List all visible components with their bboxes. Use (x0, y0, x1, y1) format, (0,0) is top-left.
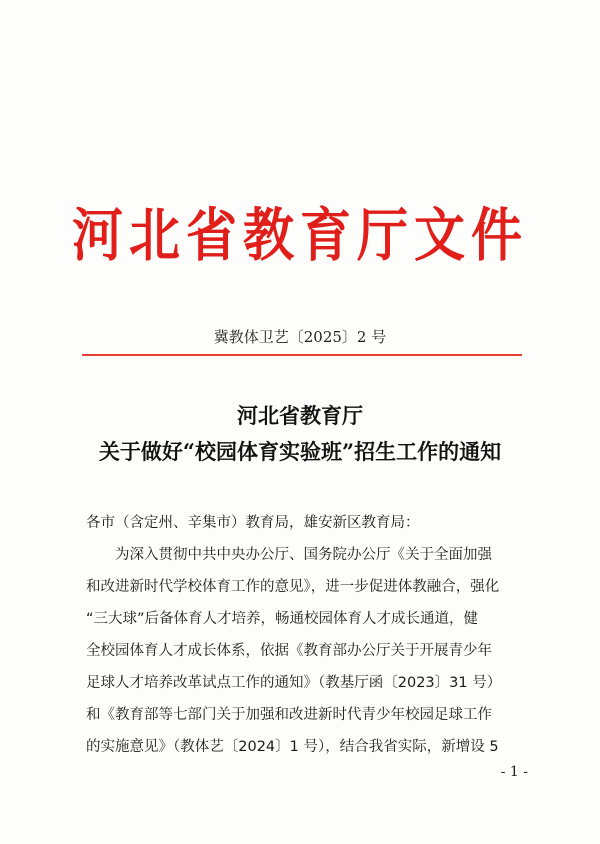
body-line: 足球人才培养改革试点工作的通知》（教基厅函〔2023〕31 号） (86, 675, 502, 691)
notice-title-line-1: 河北省教育厅 (237, 403, 363, 428)
recipients-line: 各市（含定州、辛集市）教育局，雄安新区教育局： (86, 515, 420, 531)
document-number: 冀教体卫艺〔2025〕2 号 (213, 328, 387, 346)
red-divider-line (82, 354, 522, 356)
page-number: - 1 - (500, 764, 528, 780)
body-line: 全校园体育人才成长体系，依据《教育部办公厅关于开展青少年 (86, 643, 492, 659)
notice-title-line-2: 关于做好“校园体育实验班”招生工作的通知 (98, 439, 502, 464)
body-line: 的实施意见》（教体艺〔2024〕1 号），结合我省实际，新增设 5 (86, 739, 499, 755)
body-line: 和改进新时代学校体育工作的意见》，进一步促进体教融合，强化 (86, 579, 500, 595)
body-line: 为深入贯彻中共中央办公厅、国务院办公厅《关于全面加强 (115, 547, 492, 563)
body-line: “三大球”后备体育人才培养，畅通校园体育人才成长通道，健 (86, 611, 479, 627)
body-line: 和《教育部等七部门关于加强和改进新时代青少年校园足球工作 (86, 707, 492, 723)
document-masthead-title: 河北省教育厅文件 (71, 202, 528, 270)
